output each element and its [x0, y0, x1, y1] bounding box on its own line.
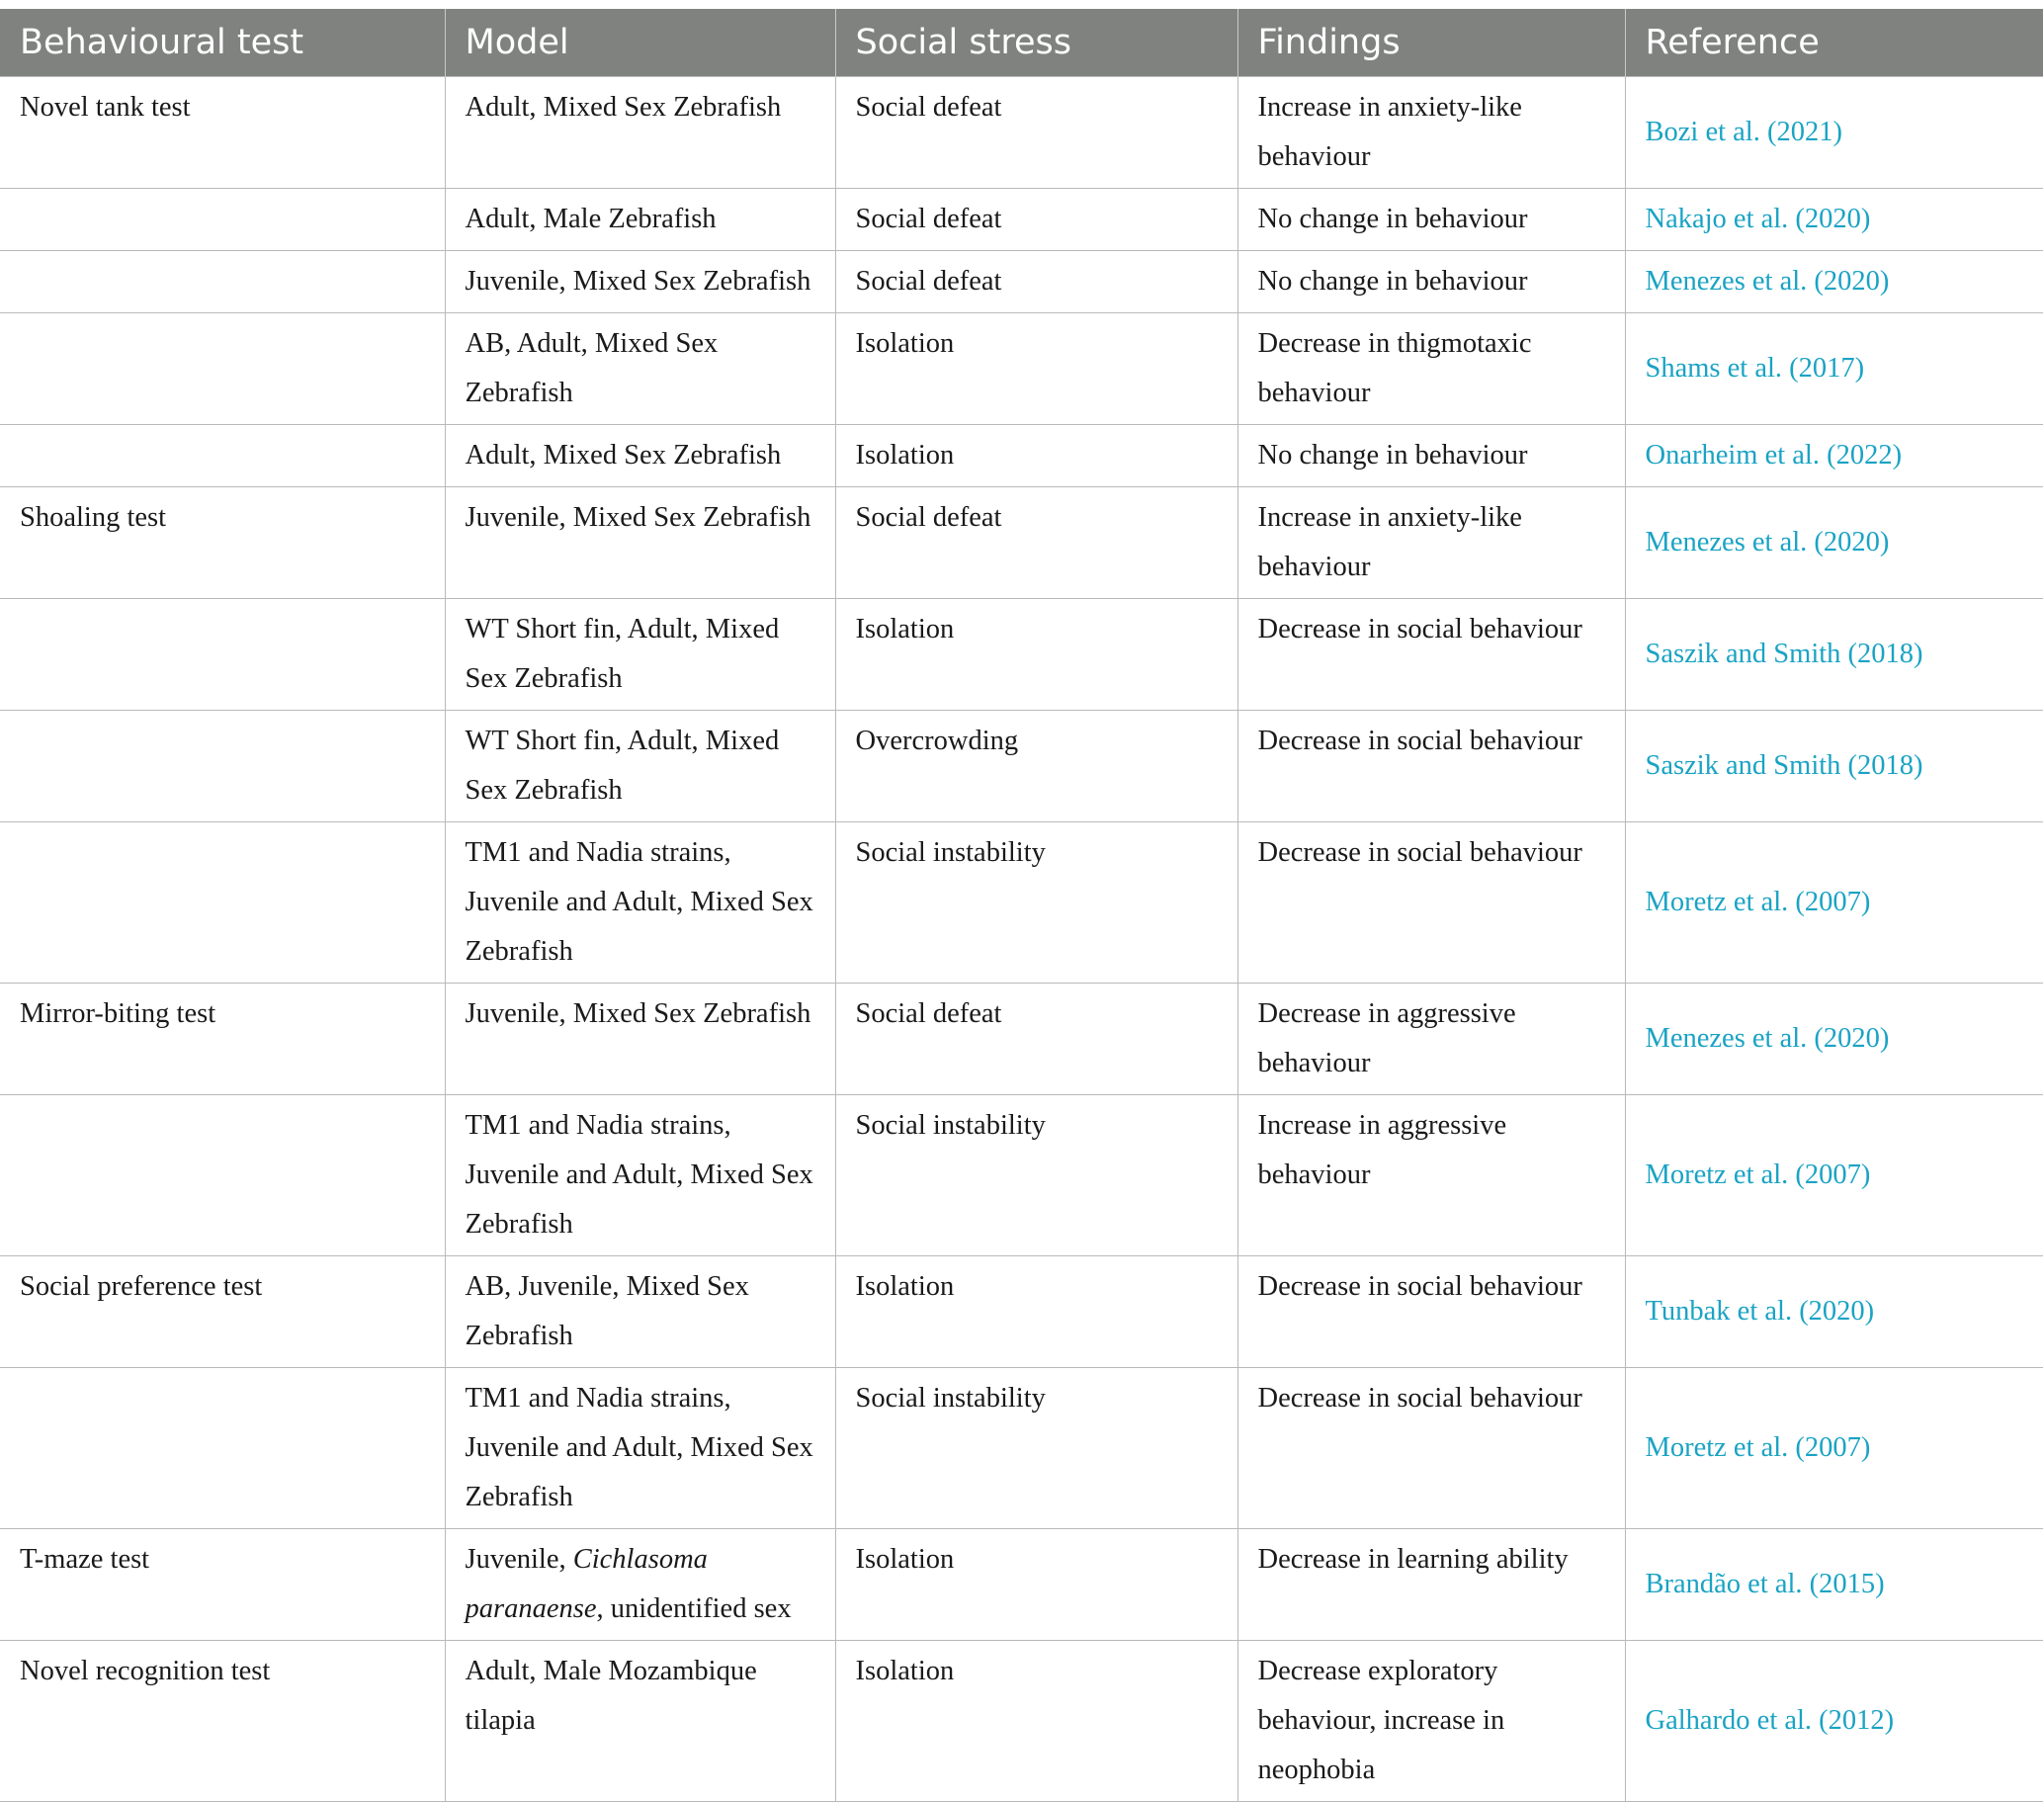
cell-test: [0, 189, 445, 251]
model-text-suffix: , unidentified sex: [596, 1593, 792, 1624]
cell-findings: Decrease in aggressive behaviour: [1237, 984, 1625, 1095]
table-row: [0, 1641, 2043, 1802]
reference-link[interactable]: Moretz et al. (2007): [1625, 1368, 2043, 1529]
model-text-prefix: Juvenile,: [465, 1544, 573, 1575]
cell-model: Adult, Mixed Sex Zebrafish: [445, 425, 835, 487]
cell-stress: Isolation: [835, 313, 1237, 425]
cell-model: TM1 and Nadia strains, Juvenile and Adult, Mixed Sex Zebrafish: [445, 1368, 835, 1529]
header-reference: Reference: [1625, 9, 2043, 77]
cell-model: WT Short fin, Adult, Mixed Sex Zebrafish: [445, 599, 835, 711]
cell-test: Mirror-biting test: [0, 984, 445, 1095]
reference-link[interactable]: Menezes et al. (2020): [1625, 984, 2043, 1095]
cell-model: Adult, Mixed Sex Zebrafish: [445, 77, 835, 189]
table-row: [0, 425, 2043, 487]
cell-findings: Decrease in social behaviour: [1237, 1256, 1625, 1368]
cell-stress: Social defeat: [835, 77, 1237, 189]
table-row: [0, 313, 2043, 425]
table-row: [0, 822, 2043, 984]
cell-findings: No change in behaviour: [1237, 425, 1625, 487]
table-row: [0, 77, 2043, 189]
table-row: [0, 711, 2043, 822]
reference-link[interactable]: Brandão et al. (2015): [1625, 1529, 2043, 1641]
cell-stress: Social defeat: [835, 251, 1237, 313]
cell-findings: Increase in aggressive behaviour: [1237, 1095, 1625, 1256]
cell-test: Novel tank test: [0, 77, 445, 189]
cell-model: WT Short fin, Adult, Mixed Sex Zebrafish: [445, 711, 835, 822]
cell-model: Juvenile, Mixed Sex Zebrafish: [445, 251, 835, 313]
cell-stress: Isolation: [835, 425, 1237, 487]
cell-stress: Social instability: [835, 822, 1237, 984]
cell-stress: Isolation: [835, 599, 1237, 711]
reference-link[interactable]: Bozi et al. (2021): [1625, 77, 2043, 189]
cell-test: Shoaling test: [0, 487, 445, 599]
cell-stress: Social instability: [835, 1368, 1237, 1529]
table-row: [0, 1368, 2043, 1529]
reference-link[interactable]: Tunbak et al. (2020): [1625, 1256, 2043, 1368]
table-row: [0, 189, 2043, 251]
cell-model: Juvenile, Mixed Sex Zebrafish: [445, 487, 835, 599]
cell-findings: Increase in anxiety-like behaviour: [1237, 487, 1625, 599]
cell-findings: Decrease in social behaviour: [1237, 711, 1625, 822]
header-findings: Findings: [1237, 9, 1625, 77]
cell-test: [0, 313, 445, 425]
cell-findings: Decrease in social behaviour: [1237, 822, 1625, 984]
cell-model: AB, Juvenile, Mixed Sex Zebrafish: [445, 1256, 835, 1368]
header-behavioural-test: Behavioural test: [0, 9, 445, 77]
cell-findings: No change in behaviour: [1237, 189, 1625, 251]
cell-stress: Social instability: [835, 1095, 1237, 1256]
cell-test: Social preference test: [0, 1256, 445, 1368]
header-social-stress: Social stress: [835, 9, 1237, 77]
cell-test: T-maze test: [0, 1529, 445, 1641]
cell-model: Adult, Male Mozambique tilapia: [445, 1641, 835, 1802]
cell-test: [0, 599, 445, 711]
cell-test: [0, 822, 445, 984]
cell-stress: Social defeat: [835, 487, 1237, 599]
reference-link[interactable]: Moretz et al. (2007): [1625, 1095, 2043, 1256]
cell-findings: Decrease in social behaviour: [1237, 1368, 1625, 1529]
cell-findings: Decrease in learning ability: [1237, 1529, 1625, 1641]
cell-stress: Overcrowding: [835, 711, 1237, 822]
cell-test: [0, 1095, 445, 1256]
cell-stress: Isolation: [835, 1256, 1237, 1368]
cell-model: TM1 and Nadia strains, Juvenile and Adult, Mixed Sex Zebrafish: [445, 1095, 835, 1256]
cell-findings: Decrease exploratory behaviour, increase in neophobia: [1237, 1641, 1625, 1802]
reference-link[interactable]: Galhardo et al. (2012): [1625, 1641, 2043, 1802]
reference-link[interactable]: Nakajo et al. (2020): [1625, 189, 2043, 251]
table-row: [0, 251, 2043, 313]
table-row: [0, 599, 2043, 711]
reference-link[interactable]: Menezes et al. (2020): [1625, 251, 2043, 313]
table-row: [0, 984, 2043, 1095]
table-row: [0, 487, 2043, 599]
reference-link[interactable]: Menezes et al. (2020): [1625, 487, 2043, 599]
reference-link[interactable]: Saszik and Smith (2018): [1625, 599, 2043, 711]
table-row: [0, 1095, 2043, 1256]
cell-stress: Isolation: [835, 1641, 1237, 1802]
cell-findings: Increase in anxiety-like behaviour: [1237, 77, 1625, 189]
cell-findings: No change in behaviour: [1237, 251, 1625, 313]
cell-test: [0, 425, 445, 487]
species-name: Cichlasoma paranaense: [465, 1544, 708, 1624]
cell-test: [0, 251, 445, 313]
cell-test: [0, 1368, 445, 1529]
cell-model: Juvenile, Mixed Sex Zebrafish: [445, 984, 835, 1095]
cell-stress: Isolation: [835, 1529, 1237, 1641]
cell-model: Adult, Male Zebrafish: [445, 189, 835, 251]
table-row: [0, 1256, 2043, 1368]
cell-model: AB, Adult, Mixed Sex Zebrafish: [445, 313, 835, 425]
reference-link[interactable]: Onarheim et al. (2022): [1625, 425, 2043, 487]
table-header-row: [0, 9, 2043, 77]
reference-link[interactable]: Shams et al. (2017): [1625, 313, 2043, 425]
reference-link[interactable]: Moretz et al. (2007): [1625, 822, 2043, 984]
cell-findings: Decrease in thigmotaxic behaviour: [1237, 313, 1625, 425]
cell-stress: Social defeat: [835, 984, 1237, 1095]
behavioural-tests-table: [0, 9, 2043, 1802]
header-model: Model: [445, 9, 835, 77]
cell-test: Novel recognition test: [0, 1641, 445, 1802]
cell-model: [445, 1529, 835, 1641]
cell-stress: Social defeat: [835, 189, 1237, 251]
cell-findings: Decrease in social behaviour: [1237, 599, 1625, 711]
cell-test: [0, 711, 445, 822]
cell-model: TM1 and Nadia strains, Juvenile and Adult, Mixed Sex Zebrafish: [445, 822, 835, 984]
reference-link[interactable]: Saszik and Smith (2018): [1625, 711, 2043, 822]
table-row: [0, 1529, 2043, 1641]
